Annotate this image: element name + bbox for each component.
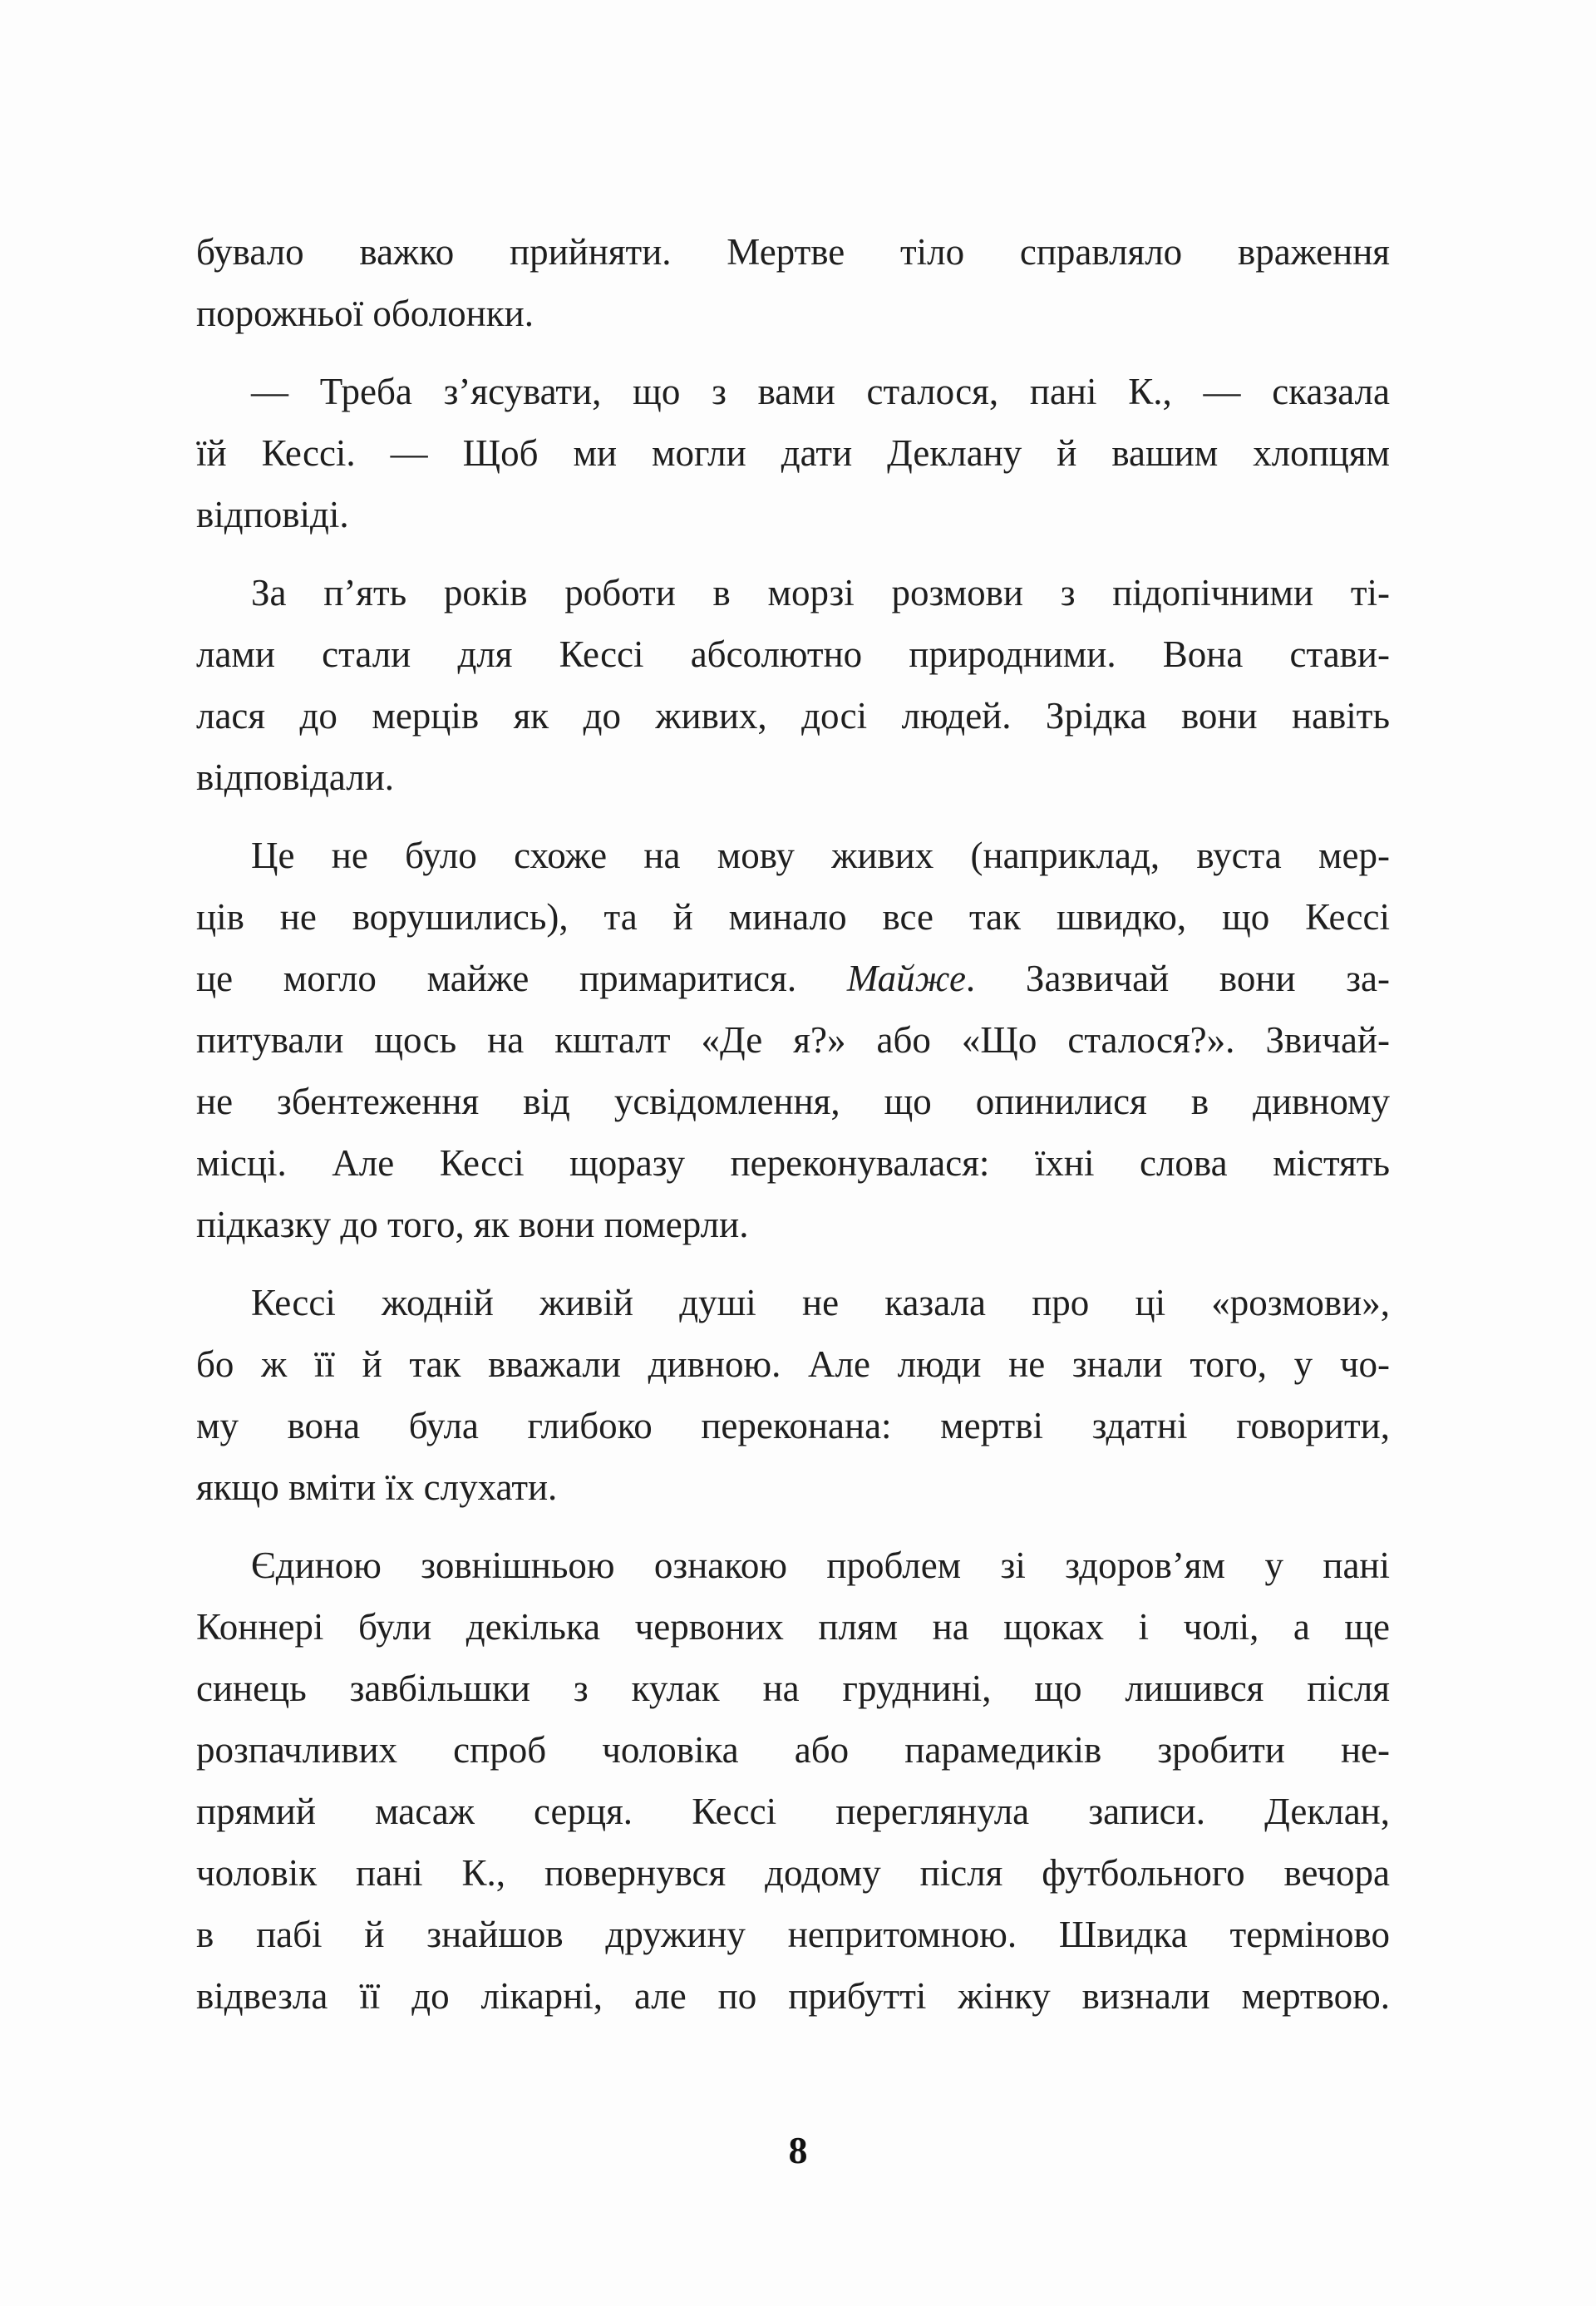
text-line: в пабі й знайшов дружину непритомною. Швидка терміново <box>196 1914 1390 1955</box>
paragraph <box>196 1535 1390 2027</box>
text-line: відвезла її до лікарні, але по прибутті жінку визнали мертвою. <box>196 1975 1390 2017</box>
text-line: Це не було схоже на мову живих (наприклад, вуста мер- <box>251 835 1390 876</box>
text-line: місці. Але Кессі щоразу переконувалася: їхні слова містять <box>196 1142 1390 1184</box>
text-line: не збентеження від усвідомлення, що опинилися в дивному <box>196 1081 1390 1122</box>
paragraph <box>196 361 1390 545</box>
text-line: синець завбільшки з кулак на груднині, що лишився після <box>196 1668 1390 1709</box>
text-line: лася до мерців як до живих, досі людей. Зрідка вони навіть <box>196 695 1390 737</box>
page-number: 8 <box>788 2129 808 2171</box>
text-line: Єдиною зовнішньою ознакою проблем зі здоров’ям у пані <box>251 1545 1390 1586</box>
paragraph <box>196 1272 1390 1518</box>
text-line: ців не ворушились), та й минало все так швидко, що Кессі <box>196 896 1390 938</box>
text-line: му вона була глибоко переконана: мертві здатні говорити, <box>196 1405 1390 1446</box>
paragraph <box>196 221 1390 344</box>
text-line: їй Кессі. — Щоб ми могли дати Деклану й вашим хлопцям <box>196 432 1390 474</box>
text-line: — Треба з’ясувати, що з вами сталося, пані К., — сказала <box>251 371 1390 412</box>
text-line: прямий масаж серця. Кессі переглянула записи. Деклан, <box>196 1791 1390 1832</box>
text-line: питували щось на кшталт «Де я?» або «Що сталося?». Звичай- <box>196 1019 1390 1061</box>
text-line: порожньої оболонки. <box>196 293 534 334</box>
italic-emphasis: Майже <box>846 958 966 999</box>
text-line: відповіді. <box>196 494 349 535</box>
text-line: бо ж її й так вважали дивною. Але люди не знали того, у чо- <box>196 1343 1390 1385</box>
text-line: За п’ять років роботи в морзі розмови з підопічними ті- <box>251 572 1390 613</box>
paragraph <box>196 825 1390 1255</box>
text-line: Кессі жодній живій душі не казала про ці «розмови», <box>251 1282 1390 1323</box>
text-line <box>196 948 1390 1009</box>
book-page-text <box>196 221 1390 2043</box>
text-segment: . Зазвичай вони за- <box>965 958 1390 999</box>
text-line: лами стали для Кессі абсолютно природними. Вона стави- <box>196 633 1390 675</box>
text-segment: це могло майже примаритися. <box>196 958 847 999</box>
text-line: Коннері були декілька червоних плям на щоках і чолі, а ще <box>196 1606 1390 1648</box>
text-line: бувало важко прийняти. Мертве тіло справляло враження <box>196 231 1390 273</box>
text-line: відповідали. <box>196 756 395 798</box>
text-line: підказку до того, як вони померли. <box>196 1204 749 1245</box>
paragraph <box>196 562 1390 808</box>
text-line: чоловік пані К., повернувся додому після футбольного вечора <box>196 1852 1390 1894</box>
text-line: якщо вміти їх слухати. <box>196 1466 558 1508</box>
text-line: розпачливих спроб чоловіка або парамедиків зробити не- <box>196 1729 1390 1771</box>
